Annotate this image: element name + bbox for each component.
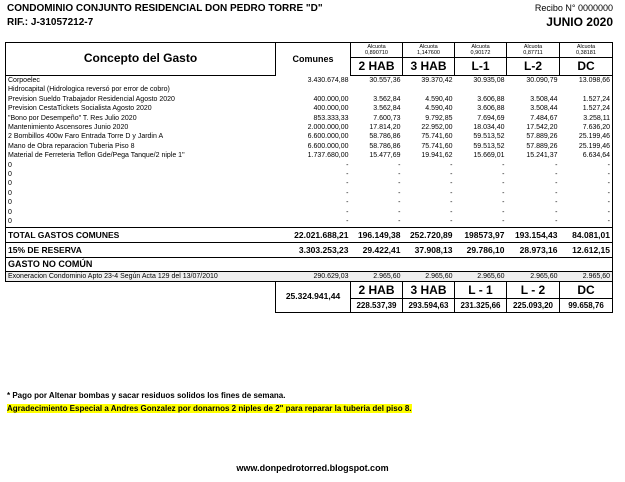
expense-unit-value: - — [560, 161, 613, 170]
unit-2hab: 2 HAB — [351, 58, 403, 76]
billing-period: JUNIO 2020 — [546, 15, 613, 29]
expense-unit-value: 7.694,69 — [477, 114, 505, 122]
total-row — [6, 227, 613, 242]
comunes-header: Comunes — [276, 43, 351, 76]
no-comun-header-row — [6, 257, 613, 271]
expense-unit-value: 58.786,86 — [369, 142, 401, 150]
summary-unit-3hab: 3 HAB — [403, 281, 455, 298]
no-comun-l2: 2.965,60 — [507, 271, 560, 281]
expense-row — [6, 179, 613, 188]
summary-l1: 231.325,66 — [455, 298, 507, 312]
reserve-2hab: 29.422,41 — [351, 242, 403, 257]
expense-unit-value: 18.034,40 — [473, 124, 505, 132]
expense-concept: Corpoelec — [6, 76, 276, 86]
expense-unit-value: - — [555, 180, 558, 188]
expense-concept: 0 — [6, 170, 276, 179]
expense-unit-value — [455, 85, 507, 94]
expense-unit-value: - — [555, 199, 558, 207]
expense-unit-value: - — [502, 171, 505, 179]
summary-unit-l2: L - 2 — [507, 281, 560, 298]
expense-concept: 0 — [6, 198, 276, 207]
expense-comunes: 853.333,33 — [313, 114, 349, 122]
total-dc: 84.081,01 — [560, 227, 613, 242]
unit-l1: L-1 — [455, 58, 507, 76]
expense-unit-value: 25.199,46 — [560, 142, 613, 151]
expense-comunes: 400.000,00 — [313, 95, 349, 103]
expense-unit-value: 39.370,42 — [421, 77, 453, 84]
total-comunes: 22.021.688,21 — [276, 227, 351, 242]
expense-row — [6, 95, 613, 104]
expense-unit-value: 57.889,26 — [526, 133, 558, 141]
expense-unit-value: - — [450, 199, 453, 207]
expense-concept: 0 — [6, 179, 276, 188]
expense-unit-value: - — [450, 171, 453, 179]
expense-concept: "Bono por Desempeño" T. Res Julio 2020 — [6, 114, 276, 123]
expense-unit-value: 58.786,86 — [369, 133, 401, 141]
expense-unit-value: - — [560, 198, 613, 207]
expense-concept: Mantenimiento Ascensores Junio 2020 — [6, 123, 276, 132]
expense-unit-value: 3.606,88 — [477, 105, 505, 113]
expense-unit-value: - — [560, 208, 613, 217]
condo-title: CONDOMINIO CONJUNTO RESIDENCIAL DON PEDRO TORRE "D" — [7, 3, 323, 14]
reserve-label: 15% DE RESERVA — [6, 242, 276, 257]
expense-unit-value: - — [398, 208, 401, 216]
total-3hab: 252.720,89 — [403, 227, 455, 242]
expense-unit-value: 57.889,26 — [526, 142, 558, 150]
thanks-note: Agradecimiento Especial a Andres Gonzalez por donarnos 2 niples de 2" para reparar la tuberia del piso 8. — [7, 404, 412, 413]
expense-unit-value: - — [450, 208, 453, 216]
expense-unit-value: - — [398, 218, 401, 226]
summary-units-row — [6, 281, 613, 298]
expense-concept: 2 Bombillos 400w Faro Entrada Torre D y Jardin A — [6, 132, 276, 141]
expense-row — [6, 85, 613, 94]
expense-comunes: 6.600.000,00 — [307, 133, 349, 141]
expense-unit-value: - — [555, 161, 558, 169]
payment-note: * Pago por Altenar bombas y sacar residuos solidos los fines de semana. — [7, 391, 286, 400]
expense-unit-value — [507, 85, 560, 94]
alicuota-l1: Alcuota 0,90172 — [455, 43, 507, 58]
expense-unit-value: - — [502, 208, 505, 216]
rif-number: RIF.: J-31057212-7 — [7, 17, 94, 28]
expense-row — [6, 189, 613, 198]
summary-3hab: 293.594,63 — [403, 298, 455, 312]
no-comun-l1: 2.965,60 — [455, 271, 507, 281]
expense-unit-value: - — [502, 161, 505, 169]
expense-comunes: - — [346, 161, 349, 169]
expense-unit-value: 3.258,11 — [560, 114, 613, 123]
expense-unit-value — [560, 85, 613, 94]
reserve-l1: 29.786,10 — [455, 242, 507, 257]
total-l1: 198573,97 — [455, 227, 507, 242]
expense-comunes: - — [346, 189, 349, 197]
expense-comunes: - — [346, 218, 349, 226]
unit-3hab: 3 HAB — [403, 58, 455, 76]
expense-unit-value: - — [560, 189, 613, 198]
summary-dc: 99.658,76 — [560, 298, 613, 312]
expense-row — [6, 208, 613, 217]
summary-unit-2hab: 2 HAB — [351, 281, 403, 298]
expense-concept: 0 — [6, 189, 276, 198]
total-label: TOTAL GASTOS COMUNES — [6, 227, 276, 242]
expense-concept: Prevision Sueldo Trabajador Residencial Agosto 2020 — [6, 95, 276, 104]
expense-row — [6, 142, 613, 151]
expense-unit-value: 1.527,24 — [560, 104, 613, 113]
receipt-number: Recibo N° 0000000 — [534, 3, 613, 13]
summary-unit-dc: DC — [560, 281, 613, 298]
expense-unit-value: 17.542,20 — [526, 124, 558, 132]
expense-unit-value: 3.508,44 — [530, 105, 558, 113]
expense-unit-value: - — [398, 180, 401, 188]
expense-unit-value: 15.669,01 — [473, 152, 505, 160]
expense-unit-value: - — [555, 171, 558, 179]
expense-row — [6, 151, 613, 160]
expense-unit-value: 3.562,84 — [373, 95, 401, 103]
expense-unit-value: 9.792,85 — [425, 114, 453, 122]
alicuota-3hab: Alcuota 1,147600 — [403, 43, 455, 58]
expense-unit-value: 75.741,60 — [421, 142, 453, 150]
website-link[interactable]: www.donpedrotorred.blogspot.com — [236, 463, 389, 473]
no-comun-dc: 2.965,60 — [560, 271, 613, 281]
expense-row — [6, 123, 613, 132]
expense-comunes: - — [346, 199, 349, 207]
expense-unit-value: 3.508,44 — [530, 95, 558, 103]
expense-concept: Prevision CestaTickets Socialista Agosto 2020 — [6, 104, 276, 113]
reserve-l2: 28.973,16 — [507, 242, 560, 257]
expense-unit-value: 59.513,52 — [473, 142, 505, 150]
alicuota-2hab: Alcuota 0,890710 — [351, 43, 403, 58]
expense-unit-value: 30.090,79 — [526, 77, 558, 84]
expense-comunes: - — [346, 171, 349, 179]
expense-unit-value: - — [398, 161, 401, 169]
expense-comunes: 2.000.000,00 — [307, 124, 349, 132]
expense-row — [6, 114, 613, 123]
expense-unit-value: 6.634,64 — [560, 151, 613, 160]
summary-l2: 225.093,20 — [507, 298, 560, 312]
expense-comunes: 1.737.680,00 — [307, 152, 349, 160]
expense-unit-value: - — [560, 170, 613, 179]
no-comun-row — [6, 271, 613, 281]
unit-l2: L-2 — [507, 58, 560, 76]
no-comun-comunes: 290.629,03 — [276, 271, 351, 281]
expense-unit-value: - — [398, 171, 401, 179]
expense-unit-value: 3.606,88 — [477, 95, 505, 103]
expense-row — [6, 76, 613, 86]
expense-unit-value: 25.199,46 — [560, 132, 613, 141]
reserve-dc: 12.612,15 — [560, 242, 613, 257]
expense-unit-value: - — [555, 208, 558, 216]
expense-unit-value: - — [450, 161, 453, 169]
expense-unit-value: - — [450, 189, 453, 197]
summary-2hab: 228.537,39 — [351, 298, 403, 312]
expense-unit-value: 30.557,36 — [369, 77, 401, 84]
expense-unit-value: - — [560, 217, 613, 227]
expense-unit-value: 13.098,66 — [560, 76, 613, 86]
reserve-row — [6, 242, 613, 257]
expense-unit-value: - — [502, 189, 505, 197]
expense-unit-value: 7.484,67 — [530, 114, 558, 122]
grand-total: 25.324.941,44 — [276, 281, 351, 312]
expense-unit-value: 30.935,08 — [473, 77, 505, 84]
expense-unit-value: 3.562,84 — [373, 105, 401, 113]
expense-unit-value: - — [502, 199, 505, 207]
expense-unit-value: 19.941,62 — [421, 152, 453, 160]
expense-comunes: 6.600.000,00 — [307, 142, 349, 150]
reserve-comunes: 3.303.253,23 — [276, 242, 351, 257]
expense-unit-value: 7.636,20 — [560, 123, 613, 132]
expense-unit-value: 17.814,20 — [369, 124, 401, 132]
expense-comunes — [276, 85, 351, 94]
expense-comunes: 400.000,00 — [313, 105, 349, 113]
expense-unit-value: - — [560, 179, 613, 188]
expense-unit-value: 1.527,24 — [560, 95, 613, 104]
expense-unit-value: 7.600,73 — [373, 114, 401, 122]
concept-header: Concepto del Gasto — [6, 43, 276, 76]
expense-unit-value: 4.590,40 — [425, 95, 453, 103]
expense-comunes: 3.430.674,88 — [307, 76, 349, 84]
alicuota-dc: Alcuota 0,38181 — [560, 43, 613, 58]
no-comun-label: GASTO NO COMÚN — [6, 257, 613, 271]
expense-unit-value: - — [450, 180, 453, 188]
expense-row — [6, 132, 613, 141]
no-comun-concept: Exoneracion Condominio Apto 23-4 Según Acta 129 del 13/07/2010 — [6, 271, 276, 281]
no-comun-2hab: 2.965,60 — [351, 271, 403, 281]
expense-concept: Mano de Obra reparacion Tuberia Piso 8 — [6, 142, 276, 151]
expense-unit-value — [403, 85, 455, 94]
alicuota-l2: Alcuota 0,87711 — [507, 43, 560, 58]
expense-row — [6, 217, 613, 227]
expense-unit-value: - — [502, 218, 505, 226]
expense-comunes: - — [346, 208, 349, 216]
expense-comunes: - — [346, 180, 349, 188]
expense-unit-value — [351, 85, 403, 94]
no-comun-3hab: 2.965,60 — [403, 271, 455, 281]
expense-row — [6, 170, 613, 179]
expense-row — [6, 198, 613, 207]
unit-dc: DC — [560, 58, 613, 76]
expense-unit-value: - — [398, 189, 401, 197]
expense-unit-value: - — [555, 218, 558, 226]
expense-unit-value: - — [555, 189, 558, 197]
total-l2: 193.154,43 — [507, 227, 560, 242]
expense-unit-value: - — [502, 180, 505, 188]
alicuota-row — [6, 43, 613, 58]
expense-unit-value: 75.741,60 — [421, 133, 453, 141]
expense-unit-value: - — [450, 218, 453, 226]
expense-row — [6, 161, 613, 170]
expense-unit-value: 59.513,52 — [473, 133, 505, 141]
summary-unit-l1: L - 1 — [455, 281, 507, 298]
expense-unit-value: 15.477,69 — [369, 152, 401, 160]
expense-concept: 0 — [6, 217, 276, 227]
expense-unit-value: 22.952,00 — [421, 124, 453, 132]
expense-row — [6, 104, 613, 113]
expense-concept: 0 — [6, 161, 276, 170]
expense-unit-value: 15.241,37 — [526, 152, 558, 160]
expense-unit-value: - — [398, 199, 401, 207]
expense-concept: Material de Ferreteria Teflon Gde/Pega Tanque/2 niple 1" — [6, 151, 276, 160]
reserve-3hab: 37.908,13 — [403, 242, 455, 257]
expense-concept: 0 — [6, 208, 276, 217]
expense-table — [5, 42, 613, 313]
expense-unit-value: 4.590,40 — [425, 105, 453, 113]
expense-concept: Hidrocapital (Hidrologica reversó por error de cobro) — [6, 85, 276, 94]
total-2hab: 196.149,38 — [351, 227, 403, 242]
